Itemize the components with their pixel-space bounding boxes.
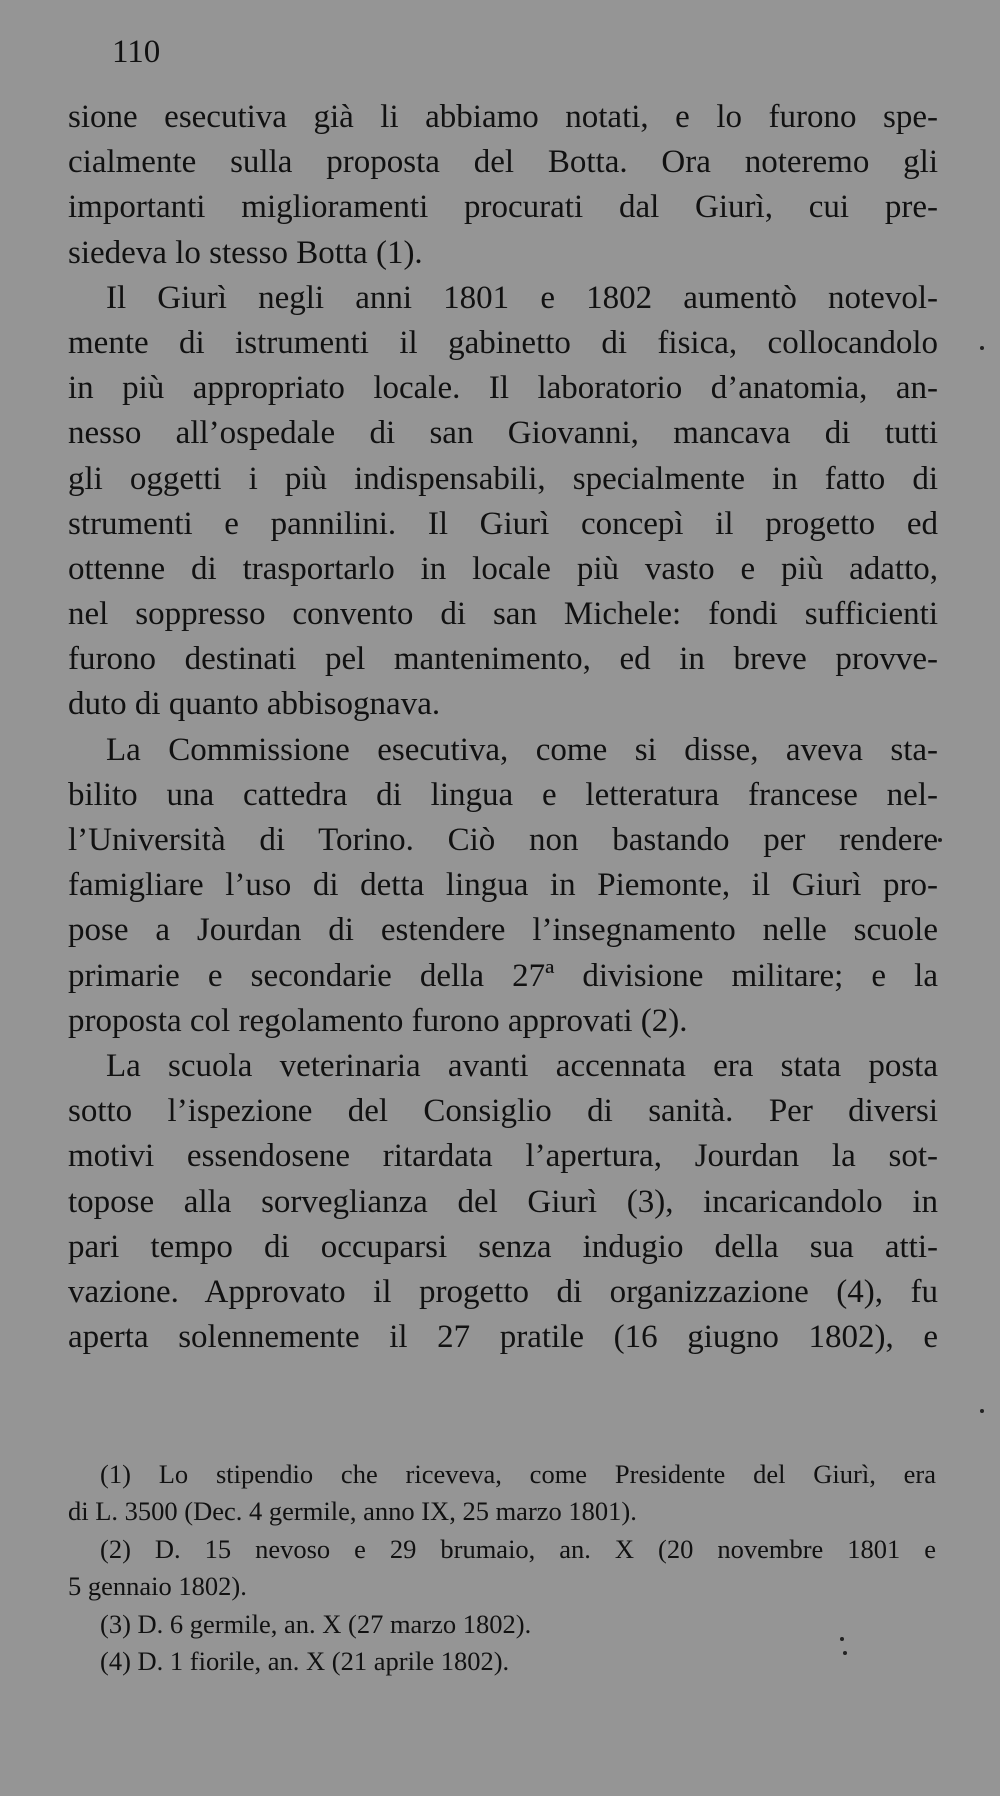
footnote-line: (3) D. 6 germile, an. X (27 marzo 1802). — [100, 1608, 532, 1639]
text-line: sotto l’ispezione del Consiglio di sanità. Per diversi — [68, 1093, 938, 1130]
text-line: pari tempo di occuparsi senza indugio della sua atti- — [68, 1228, 938, 1265]
text-line: famigliare l’uso di detta lingua in Piemonte, il Giurì pro- — [68, 867, 938, 904]
text-line: nesso all’ospedale di san Giovanni, mancava di tutti — [68, 415, 938, 452]
ink-speck — [840, 1637, 844, 1641]
text-line: La scuola veterinaria avanti accennata era stata posta — [106, 1047, 938, 1084]
page-number: 110 — [112, 34, 161, 70]
text-line: motivi essendosene ritardata l’apertura, Jourdan la sot- — [68, 1138, 938, 1175]
text-line: furono destinati pel mantenimento, ed in breve provve- — [68, 641, 938, 678]
text-line: gli oggetti i più indispensabili, specialmente in fatto di — [68, 460, 938, 497]
ink-speck — [938, 838, 942, 842]
text-line: aperta solennemente il 27 pratile (16 giugno 1802), e — [68, 1319, 938, 1356]
footnote-line: 5 gennaio 1802). — [68, 1571, 247, 1602]
footnote-line: di L. 3500 (Dec. 4 germile, anno IX, 25 marzo 1801). — [68, 1496, 637, 1527]
text-line: strumenti e pannilini. Il Giurì concepì il progetto ed — [68, 505, 938, 542]
footnotes — [68, 1456, 936, 1680]
text-line: proposta col regolamento furono approvati (2). — [68, 1002, 688, 1039]
text-line: pose a Jourdan di estendere l’insegnamento nelle scuole — [68, 912, 938, 949]
text-line: in più appropriato locale. Il laboratorio d’anatomia, an- — [68, 370, 938, 407]
ink-speck — [980, 346, 984, 350]
ink-speck — [980, 1409, 984, 1413]
text-line: sione esecutiva già li abbiamo notati, e lo furono spe- — [68, 99, 938, 135]
text-line: cialmente sulla proposta del Botta. Ora noteremo gli — [68, 144, 938, 181]
text-line: mente di istrumenti il gabinetto di fisica, collocandolo — [68, 324, 938, 361]
text-line: bilito una cattedra di lingua e letteratura francese nel- — [68, 776, 938, 813]
text-line: nel soppresso convento di san Michele: fondi sufficienti — [68, 596, 938, 633]
body-text — [68, 95, 938, 1360]
text-line: importanti miglioramenti procurati dal Giurì, cui pre- — [68, 189, 938, 226]
text-line: primarie e secondarie della 27ª divisione militare; e la — [68, 957, 938, 994]
footnote-line: (1) Lo stipendio che riceveva, come Presidente del Giurì, era — [100, 1459, 936, 1489]
text-line: topose alla sorveglianza del Giurì (3), incaricandolo in — [68, 1183, 938, 1220]
text-line: ottenne di trasportarlo in locale più vasto e più adatto, — [68, 550, 938, 587]
footnote-line: (2) D. 15 nevoso e 29 brumaio, an. X (20 novembre 1801 e — [100, 1533, 936, 1564]
ink-speck — [843, 1651, 847, 1655]
text-line: La Commissione esecutiva, come si disse, aveva sta- — [106, 731, 938, 768]
text-line: Il Giurì negli anni 1801 e 1802 aumentò notevol- — [106, 279, 938, 316]
text-line: duto di quanto abbisognava. — [68, 686, 441, 723]
footnote-line: (4) D. 1 fiorile, an. X (21 aprile 1802). — [100, 1645, 510, 1676]
text-line: vazione. Approvato il progetto di organizzazione (4), fu — [68, 1273, 938, 1310]
text-line: siedeva lo stesso Botta (1). — [68, 234, 423, 271]
text-line: l’Università di Torino. Ciò non bastando per rendere — [68, 822, 938, 858]
